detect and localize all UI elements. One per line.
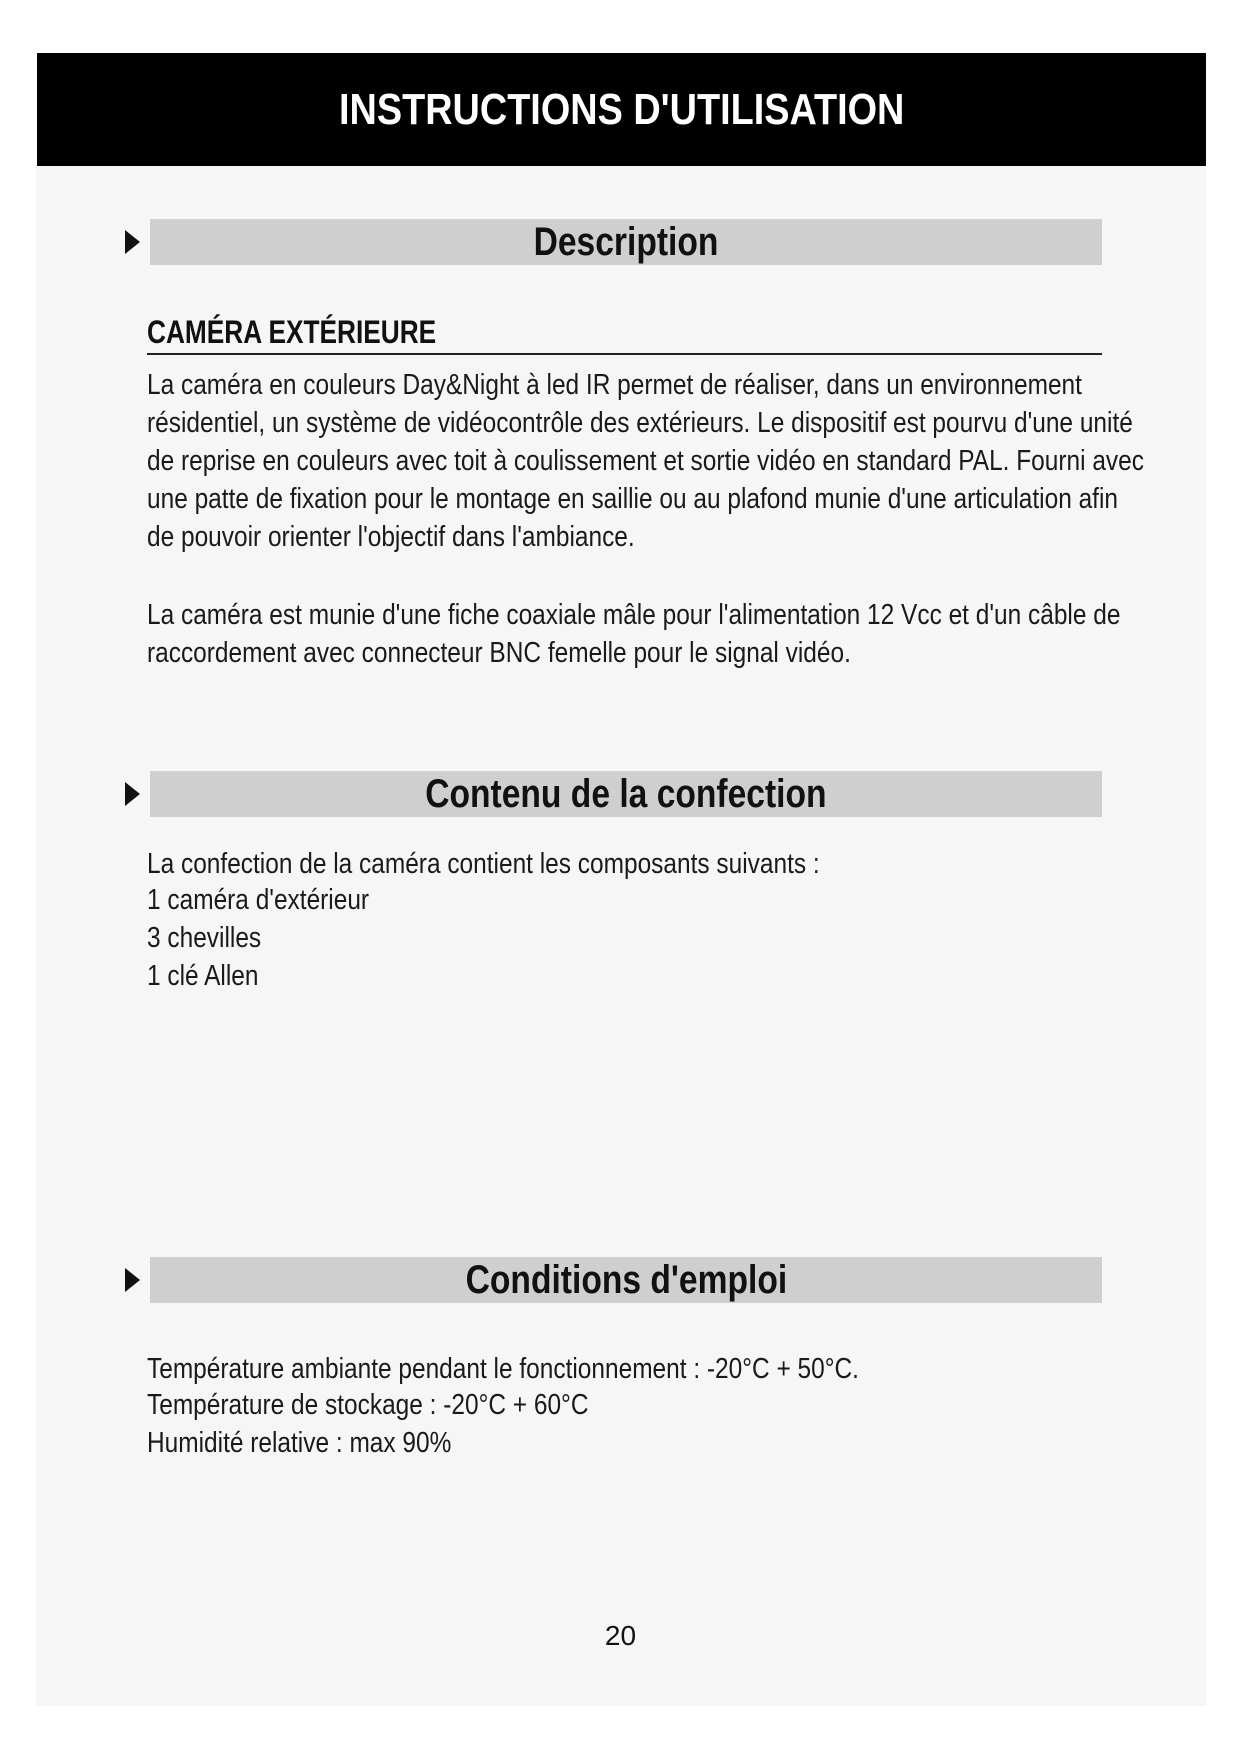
section-header-conditions — [122, 1257, 1102, 1303]
contents-intro: La confection de la caméra contient les composants suivants : — [147, 848, 820, 880]
page-header-banner — [37, 53, 1206, 166]
subheading-camera-exterieure — [147, 314, 1102, 355]
condition-line: Température de stockage : -20°C + 60°C — [147, 1389, 589, 1421]
description-paragraph-2 — [147, 596, 1121, 672]
list-item: 1 caméra d'extérieur — [147, 884, 370, 916]
triangle-arrow-icon — [125, 782, 140, 806]
text-line: La caméra en couleurs Day&Night à led IR permet de réaliser, dans un environnement — [147, 369, 1082, 401]
list-item: 3 chevilles — [147, 922, 262, 954]
conditions-list — [147, 1350, 990, 1462]
triangle-arrow-icon — [125, 1268, 140, 1292]
description-paragraph-1 — [147, 366, 1144, 556]
text-line: résidentiel, un système de vidéocontrôle des extérieurs. Le dispositif est pourvu d'une unité — [147, 407, 1133, 439]
list-item: 1 clé Allen — [147, 960, 259, 992]
condition-line: Humidité relative : max 90% — [147, 1427, 452, 1459]
section-title-conditions: Conditions d'emploi — [465, 1257, 787, 1302]
text-line: de reprise en couleurs avec toit à coulissement et sortie vidéo en standard PAL. Fourni avec — [147, 445, 1144, 477]
section-title-bar — [150, 1257, 1102, 1303]
subheading-text: CAMÉRA EXTÉRIEURE — [147, 314, 437, 350]
text-line: de pouvoir orienter l'objectif dans l'ambiance. — [147, 521, 635, 553]
section-header-contents — [122, 771, 1102, 817]
text-line: une patte de fixation pour le montage en saillie ou au plafond munie d'une articulation afin — [147, 483, 1119, 515]
condition-line: Température ambiante pendant le fonctionnement : -20°C + 50°C. — [147, 1353, 859, 1385]
text-line: raccordement avec connecteur BNC femelle pour le signal vidéo. — [147, 637, 851, 669]
contents-list — [147, 845, 990, 995]
section-title-description: Description — [533, 219, 719, 264]
page-number: 20 — [604, 1620, 637, 1651]
triangle-arrow-icon — [125, 230, 140, 254]
section-title-bar — [150, 219, 1102, 265]
section-header-description — [122, 219, 1102, 265]
page-title: INSTRUCTIONS D'UTILISATION — [338, 84, 905, 134]
section-title-bar — [150, 771, 1102, 817]
section-title-contents: Contenu de la confection — [425, 771, 827, 816]
text-line: La caméra est munie d'une fiche coaxiale mâle pour l'alimentation 12 Vcc et d'un câble de — [147, 599, 1121, 631]
